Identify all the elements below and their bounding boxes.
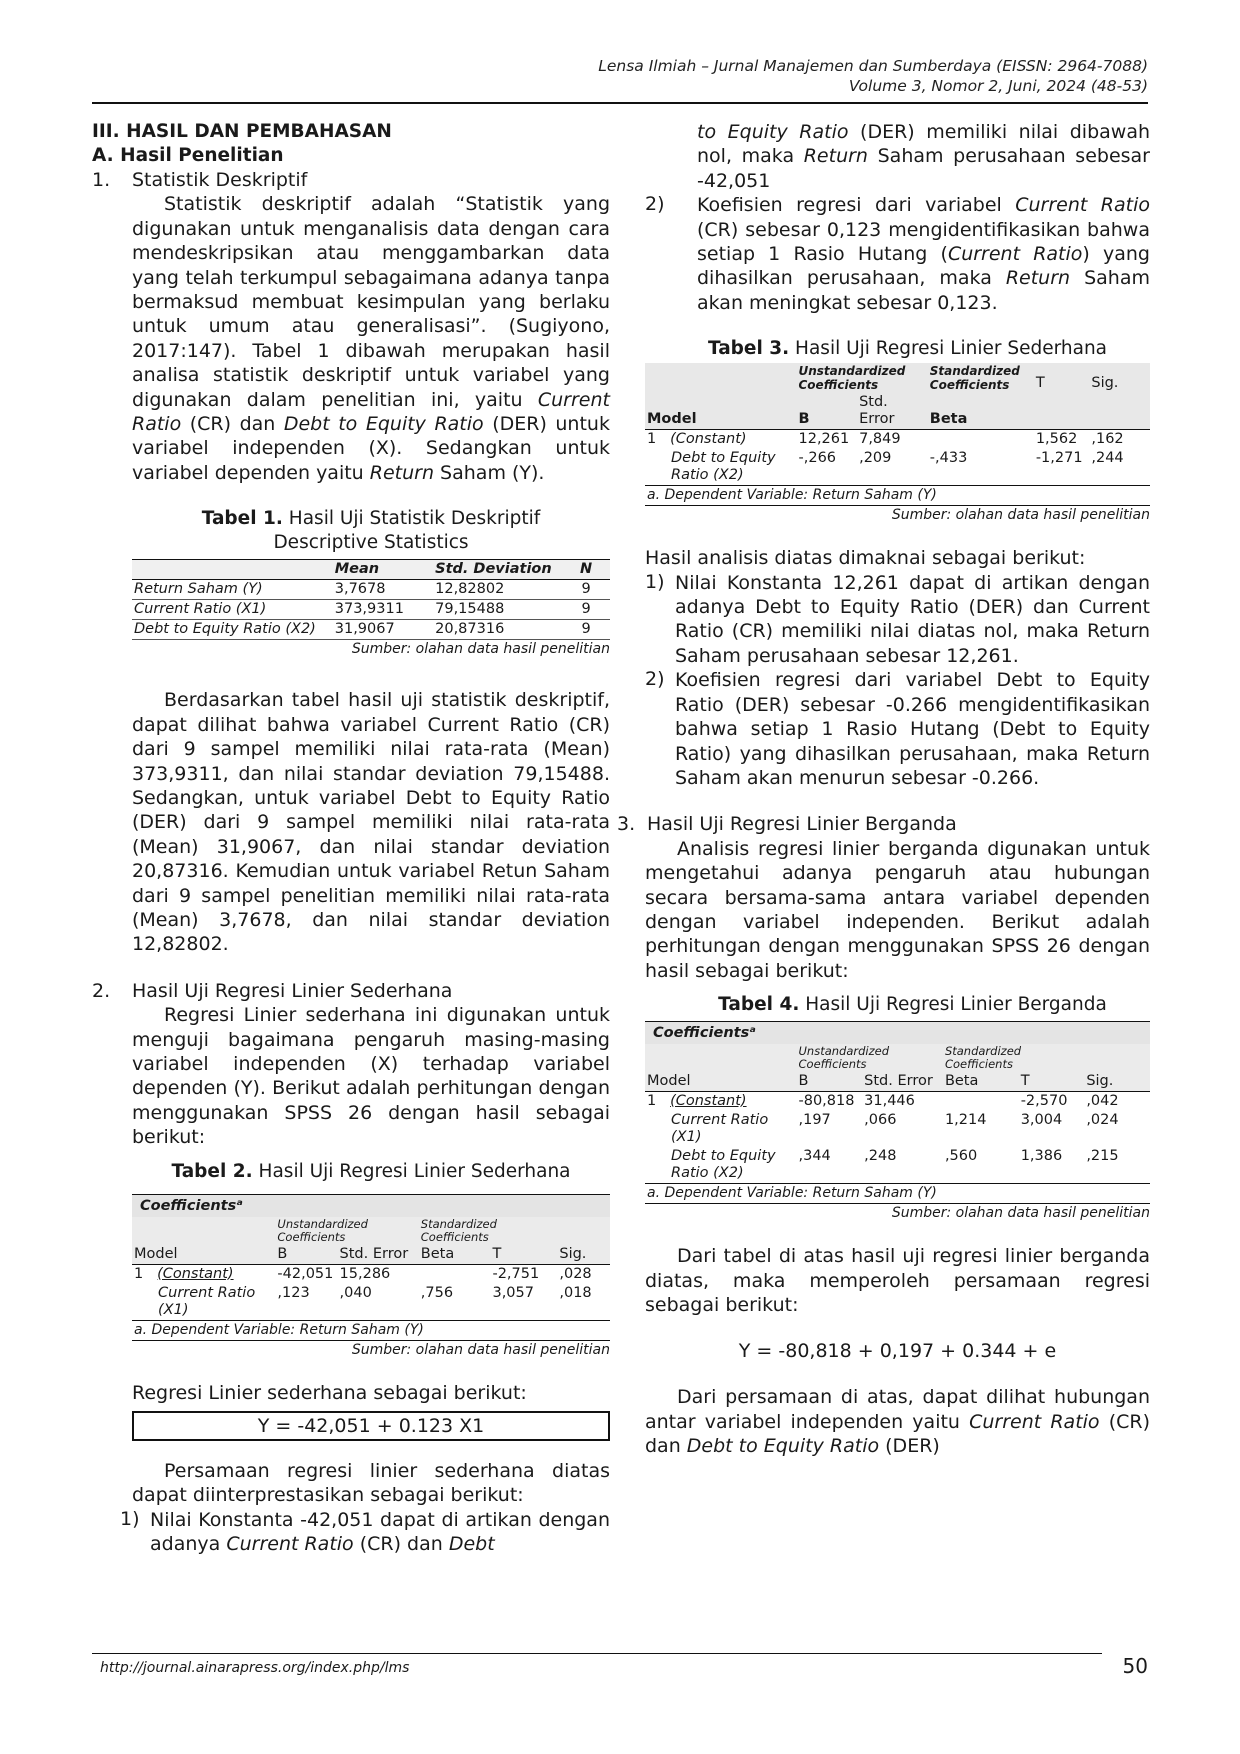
table4-wrap bbox=[645, 1021, 1150, 1222]
table2-title: Coefficientsᵃ bbox=[132, 1194, 610, 1217]
footer-rule bbox=[92, 1653, 1102, 1654]
table1-header bbox=[132, 560, 333, 580]
paragraph-descriptive: Statistik deskriptif adalah “Statistik yang digunakan untuk menganalisis data dengan cara mendeskripsikan atau menggambarkan data yang telah terkumpul sebagaimana adanya tanpa bermaksud membuat kesimpulan yang berlaku untuk umum atau generalisasi”. (Sugiyono, 2017:147). Tabel 1 dibawah merupakan hasil analisa statistik deskriptif untuk variabel yang digunakan dalam penelitian ini, yaitu Current Ratio (CR) dan Debt to Equity Ratio (DER) untuk variabel independen (X). Sedangkan untuk variabel dependen yaitu Return Saham (Y). bbox=[132, 193, 610, 484]
table3-caption: Tabel 3. Hasil Uji Regresi Linier Sederhana bbox=[707, 338, 1108, 360]
result-item-2: 2) Koefisien regresi dari variabel Debt to Equity Ratio (DER) sebesar -0.266 mengidentifikasikan bahwa setiap 1 Rasio Hutang (Debt to Equity Ratio) yang dihasilkan perusahaan, maka Return Saham akan menurun sebesar -0.266. bbox=[645, 668, 1150, 789]
journal-volume: Volume 3, Nomor 2, Juni, 2024 (48-53) bbox=[848, 77, 1148, 95]
table1-header: N bbox=[562, 560, 610, 580]
table1-subcaption: Descriptive Statistics bbox=[273, 532, 469, 554]
section-heading: III. HASIL DAN PEMBAHASAN bbox=[92, 121, 392, 142]
right-column bbox=[617, 120, 1151, 1459]
footer-url[interactable]: http://journal.ainarapress.org/index.php/lms bbox=[100, 1660, 410, 1676]
item-heading-1 bbox=[92, 168, 610, 192]
table4-source: Sumber: olahan data hasil penelitian bbox=[891, 1205, 1150, 1222]
interpretation-item-1: 1) Nilai Konstanta -42,051 dapat di artikan dengan adanya Current Ratio (CR) dan Debt bbox=[120, 1507, 610, 1556]
result-item-1: 1) Nilai Konstanta 12,261 dapat di artikan dengan adanya Debt to Equity Ratio (DER) dan Current Ratio (CR) memiliki nilai diatas nol, maka Return Saham perusahaan sebesar 12,261. bbox=[645, 570, 1150, 667]
paragraph-interpretation: Persamaan regresi linier sederhana diatas dapat diinterprestasikan sebagai berikut: bbox=[132, 1460, 610, 1507]
left-column bbox=[92, 120, 610, 1557]
equation-multiple: Y = -80,818 + 0,197 + 0.344 + e bbox=[738, 1340, 1057, 1363]
table4-title: Coefficientsᵃ bbox=[645, 1021, 1150, 1044]
paragraph-equation-intro: Dari tabel di atas hasil uji regresi linier berganda diatas, maka memperoleh persamaan regresi sebagai berikut: bbox=[645, 1245, 1150, 1316]
table4-note: a. Dependent Variable: Return Saham (Y) bbox=[645, 1183, 1150, 1204]
table1-header: Std. Deviation bbox=[433, 560, 562, 580]
paragraph-simple-regression: Regresi Linier sederhana ini digunakan untuk menguji bagaimana pengaruh masing-masing variabel independen (X) terhadap variabel dependen (Y). Berikut adalah perhitungan dengan menggunakan SPSS 26 dengan hasil sebagai berikut: bbox=[132, 1004, 610, 1149]
item-heading-2: 2. Hasil Uji Regresi Linier Sederhana bbox=[92, 979, 453, 1002]
interpretation-item-2: 2) Koefisien regresi dari variabel Current Ratio (CR) sebesar 0,123 mengidentifikasikan bahwa setiap 1 Rasio Hutang (Current Ratio) yang dihasilkan perusahaan, maka Return Saham akan meningkat sebesar 0,123. bbox=[645, 193, 1150, 314]
item-number: 1. bbox=[92, 169, 111, 191]
item-heading-3: 3. Hasil Uji Regresi Linier Berganda bbox=[617, 813, 957, 836]
item-title: Statistik Deskriptif bbox=[132, 169, 308, 191]
equation-label: Regresi Linier sederhana sebagai berikut: bbox=[132, 1381, 527, 1404]
paragraph-multiple-regression: Analisis regresi linier berganda digunakan untuk mengetahui adanya pengaruh atau hubungan secara bersama-sama antara variabel dependen dengan variabel independen. Berikut adalah perhitungan dengan menggunakan SPSS 26 dengan hasil sebagai berikut: bbox=[645, 837, 1150, 982]
equation-box: Y = -42,051 + 0.123 X1 bbox=[132, 1411, 610, 1441]
table1-header: Mean bbox=[333, 560, 433, 580]
table1-source: Sumber: olahan data hasil penelitian bbox=[351, 641, 610, 658]
header-rule bbox=[92, 102, 1148, 104]
table-row: 1 (Constant) -42,051 15,286 -2,751 ,028 bbox=[134, 1265, 592, 1282]
table2-caption: Tabel 2. Hasil Uji Regresi Linier Sederhana bbox=[171, 1160, 571, 1182]
paragraph-equation-result: Dari persamaan di atas, dapat dilihat hubungan antar variabel independen yaitu Current Ratio (CR) dan Debt to Equity Ratio (DER) bbox=[645, 1386, 1150, 1458]
table1-wrap bbox=[92, 559, 610, 658]
table1-caption: Tabel 1. Hasil Uji Statistik Deskriptif bbox=[201, 508, 541, 530]
running-header bbox=[598, 56, 1148, 96]
paragraph-interp-heading: Hasil analisis diatas dimaknai sebagai berikut: bbox=[645, 547, 1086, 570]
table2-note: a. Dependent Variable: Return Saham (Y) bbox=[132, 1320, 610, 1341]
journal-title: Lensa Ilmiah – Jurnal Manajemen dan Sumberdaya (EISSN: 2964-7088) bbox=[598, 57, 1148, 75]
paragraph-descriptive-result: Berdasarkan tabel hasil uji statistik deskriptif, dapat dilihat bahwa variabel Current Ratio (CR) dari 9 sampel memiliki nilai rata-rata (Mean) 373,9311, dan nilai standar deviation 79,15488. Sedangkan, untuk variabel Debt to Equity Ratio (DER) dari 9 sampel memiliki nilai rata-rata (Mean) 31,9067, dan nilai standar deviation 20,87316. Kemudian untuk variabel Retun Saham dari 9 sampel penelitian memiliki nilai rata-rata (Mean) 3,7678, dan nilai standar deviation 12,82802. bbox=[132, 689, 610, 956]
table-row: Current Ratio (X1) ,197 ,066 1,214 3,004 ,024 bbox=[671, 1112, 1119, 1146]
table4-caption: Tabel 4. Hasil Uji Regresi Linier Berganda bbox=[718, 994, 1107, 1016]
table2: Unstandardized Coefficients Standardized Coefficients Model B Std. Error Beta T Sig. 1 (Constant) -42,051 15,286 -2,751 ,028 Current Ratio (X1) ,123 ,040 ,756 3,057 ,018 bbox=[132, 1217, 610, 1320]
table-row: Current Ratio (X1) 373,9311 79,15488 9 bbox=[132, 600, 610, 620]
page-number: 50 bbox=[1122, 1654, 1148, 1678]
table-row: 1 (Constant) 12,261 7,849 1,562 ,162 bbox=[647, 431, 1124, 448]
table2-source: Sumber: olahan data hasil penelitian bbox=[351, 1341, 610, 1358]
table-row: Debt to Equity Ratio (X2) -,266 ,209 -,433 -1,271 ,244 bbox=[671, 450, 1124, 484]
table-row: 1 (Constant) -80,818 31,446 -2,570 ,042 bbox=[647, 1093, 1119, 1110]
table4: Unstandardized Coefficients Standardized Coefficients Model B Std. Error Beta T Sig. 1 (Constant) -80,818 31,446 -2,570 ,042 Current Ratio (X1) ,197 ,066 1,214 3,004 ,024 Debt to Equity Ratio (X2) ,344 ,248 ,560 1,386 ,215 bbox=[645, 1044, 1150, 1183]
table-row: Return Saham (Y) 3,7678 12,82802 9 bbox=[132, 580, 610, 600]
table3-note: a. Dependent Variable: Return Saham (Y) bbox=[645, 485, 1150, 506]
subsection-heading: A. Hasil Penelitian bbox=[92, 145, 284, 166]
table3-source: Sumber: olahan data hasil penelitian bbox=[891, 507, 1150, 524]
table-row: Current Ratio (X1) ,123 ,040 ,756 3,057 ,018 bbox=[158, 1284, 592, 1318]
table2-wrap bbox=[92, 1194, 610, 1359]
table1 bbox=[132, 559, 610, 640]
interpretation-item-1-cont: to Equity Ratio (DER) memiliki nilai dibawah nol, maka Return Saham perusahaan sebesar -42,051 bbox=[697, 121, 1151, 192]
table-row: Debt to Equity Ratio (X2) 31,9067 20,87316 9 bbox=[132, 620, 610, 640]
table3: Unstandardized Coefficients Standardized Coefficients T Sig. Model B Std. Error Beta 1 (Constant) 12,261 7,849 1,562 ,162 Debt to Equity Ratio (X2) -,266 ,209 -,433 -1,271 ,244 bbox=[645, 363, 1150, 485]
table-row: Debt to Equity Ratio (X2) ,344 ,248 ,560 1,386 ,215 bbox=[671, 1148, 1119, 1182]
